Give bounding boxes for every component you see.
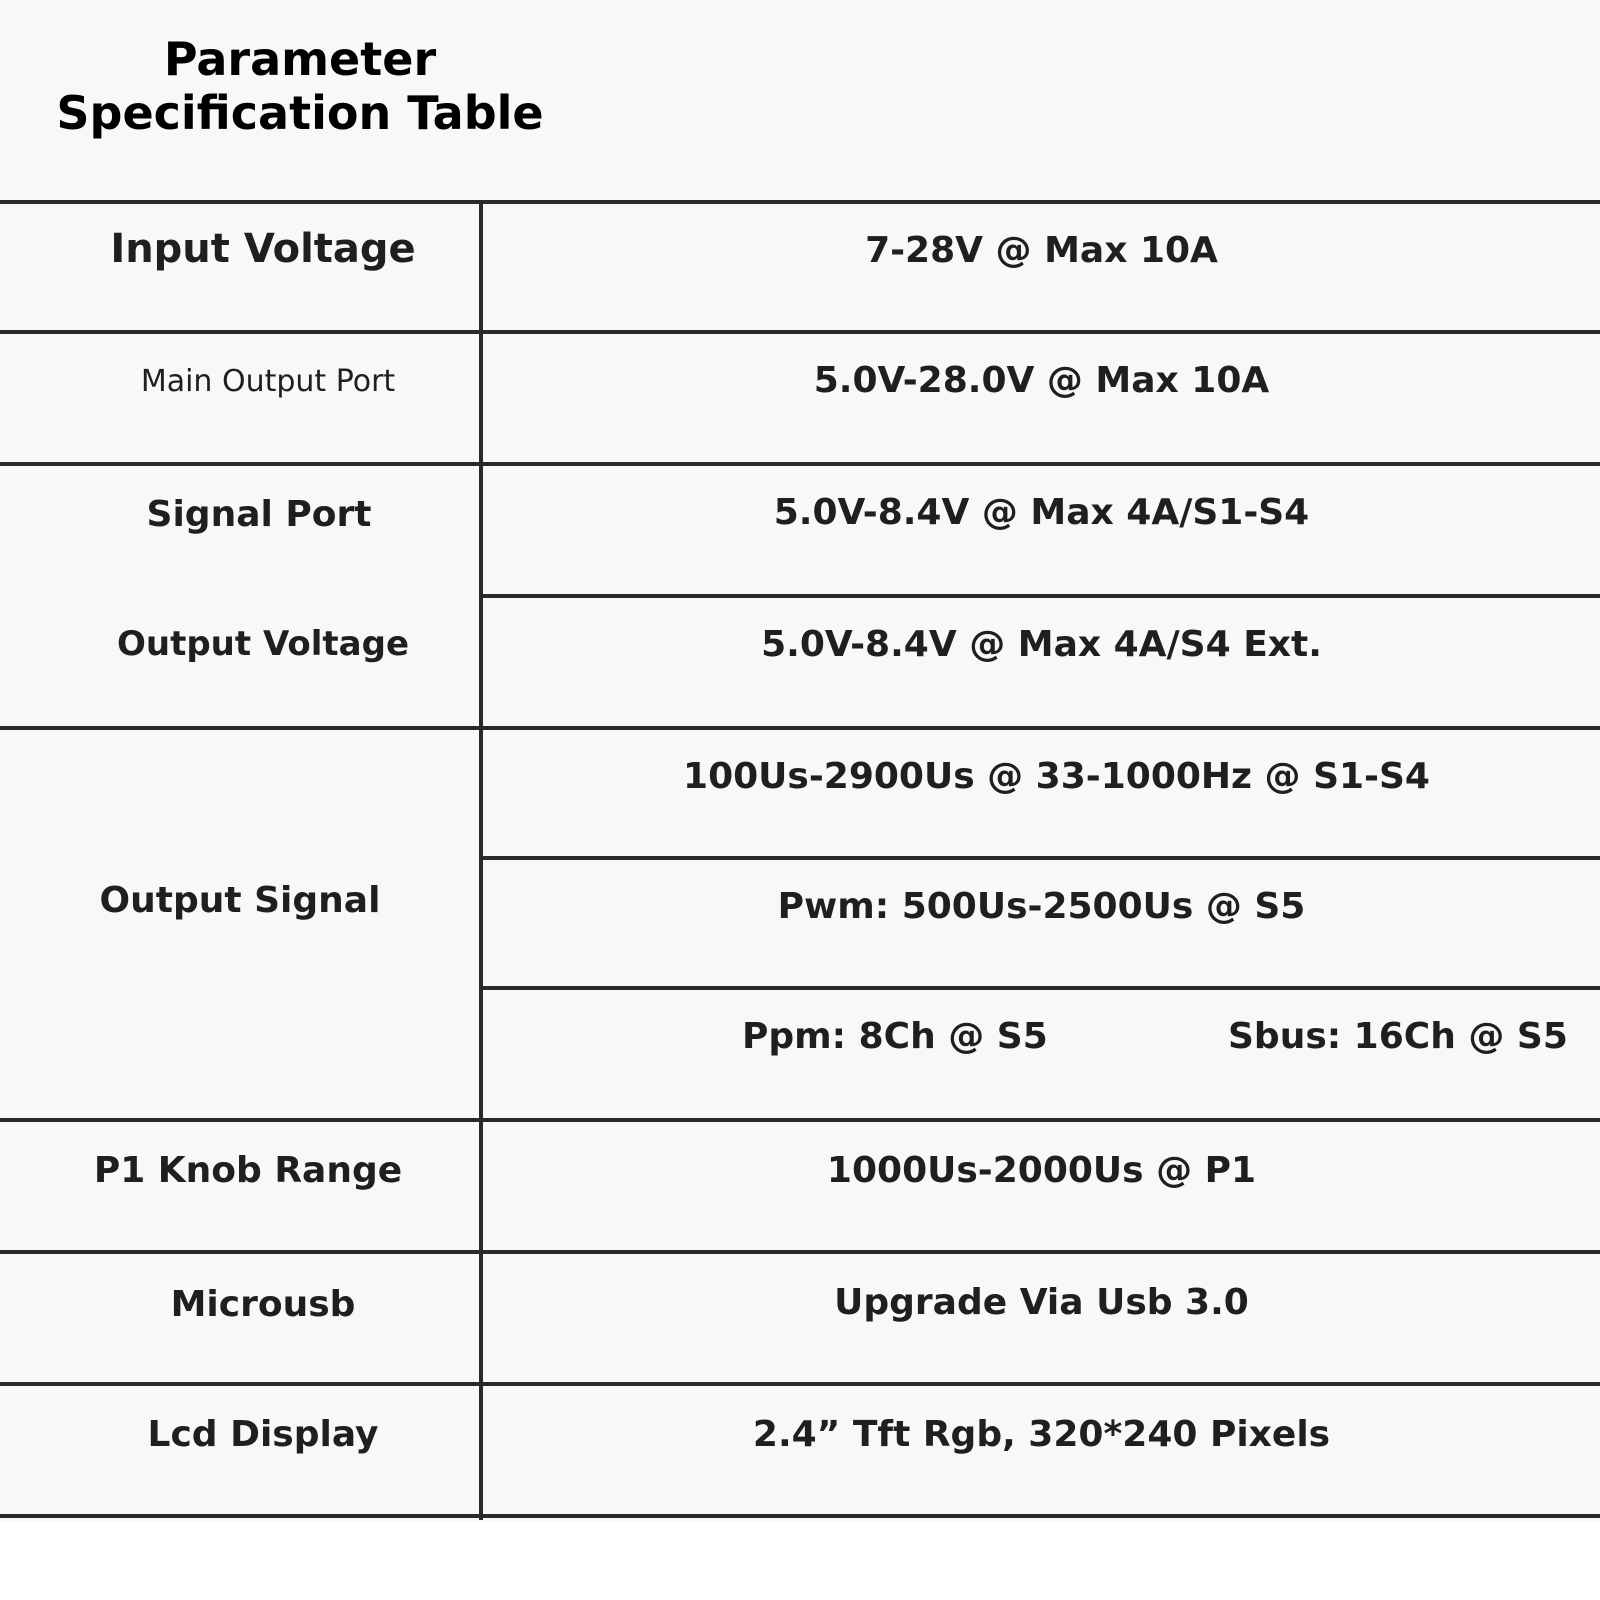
main-output-port-label: Main Output Port	[140, 364, 396, 399]
table-title-line2: Specification Table	[56, 86, 544, 140]
output-signal-value-ppm: Ppm: 8Ch @ S5	[742, 1016, 1048, 1057]
output-signal-value-s1-s4: 100Us-2900Us @ 33-1000Hz @ S1-S4	[683, 756, 1430, 797]
output-signal-label: Output Signal	[99, 880, 381, 921]
row-divider	[0, 1250, 1600, 1254]
p1-knob-range-label: P1 Knob Range	[93, 1150, 403, 1191]
table-title	[30, 32, 570, 140]
microusb-label: Microusb	[170, 1284, 356, 1325]
table-bottom-border	[0, 1514, 1600, 1518]
signal-port-value-s4-ext: 5.0V-8.4V @ Max 4A/S4 Ext.	[761, 624, 1322, 665]
output-voltage-label: Output Voltage	[116, 624, 410, 664]
row-divider	[0, 1118, 1600, 1122]
microusb-value: Upgrade Via Usb 3.0	[834, 1282, 1249, 1323]
output-signal-value-sbus: Sbus: 16Ch @ S5	[1228, 1016, 1568, 1057]
input-voltage-label: Input Voltage	[110, 226, 416, 272]
table-top-border	[0, 200, 1600, 204]
row-divider	[0, 330, 1600, 334]
row-divider	[0, 462, 1600, 466]
input-voltage-value: 7-28V @ Max 10A	[865, 230, 1218, 271]
lcd-display-label: Lcd Display	[147, 1414, 379, 1455]
row-divider	[0, 726, 1600, 730]
cell-divider	[480, 986, 1600, 990]
cell-divider	[480, 856, 1600, 860]
signal-port-value-s1-s4: 5.0V-8.4V @ Max 4A/S1-S4	[773, 492, 1310, 533]
lcd-display-value: 2.4” Tft Rgb, 320*240 Pixels	[752, 1414, 1331, 1455]
main-output-port-value: 5.0V-28.0V @ Max 10A	[813, 360, 1270, 401]
table-title-line1: Parameter	[163, 32, 437, 86]
output-signal-value-pwm: Pwm: 500Us-2500Us @ S5	[777, 886, 1306, 927]
row-divider	[0, 1382, 1600, 1386]
cell-divider	[480, 594, 1600, 598]
p1-knob-range-value: 1000Us-2000Us @ P1	[826, 1150, 1257, 1191]
signal-port-label: Signal Port	[146, 494, 372, 535]
